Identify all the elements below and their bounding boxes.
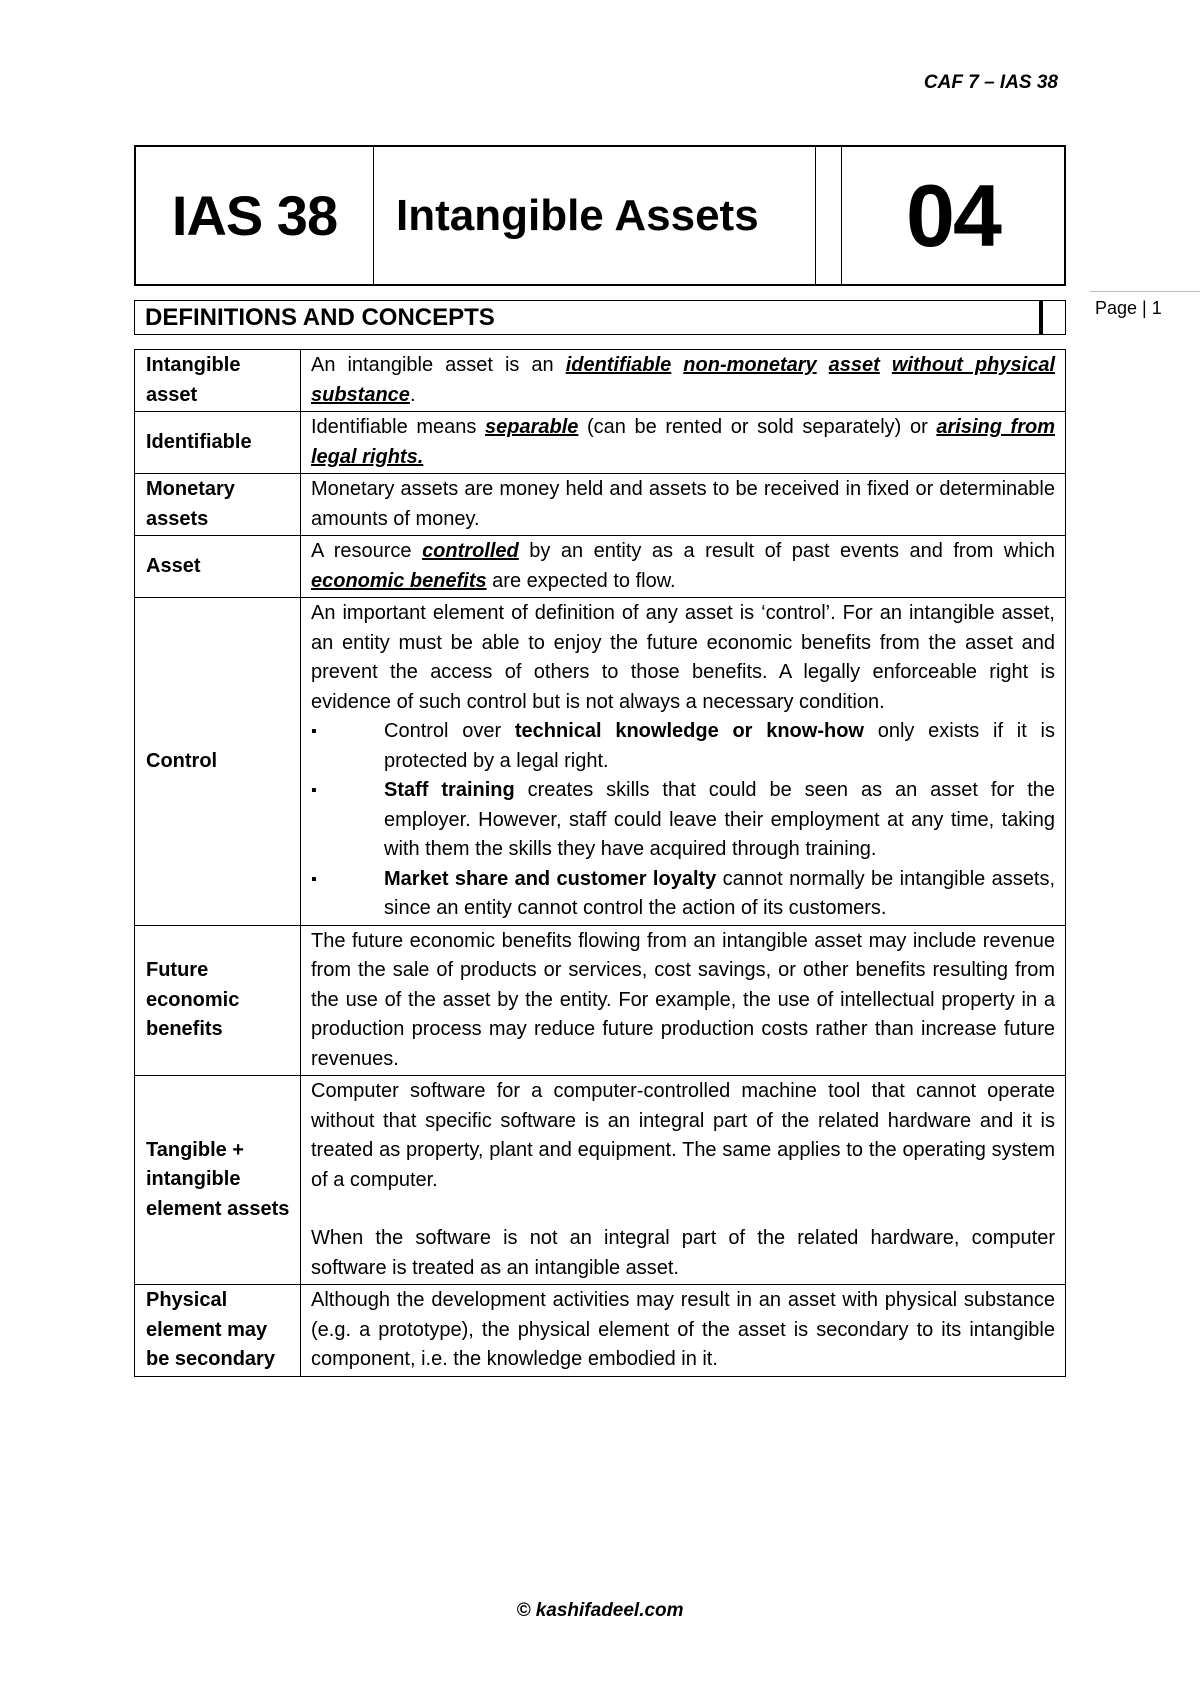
list-item: ▪ Market share and customer loyalty cannot normally be intangible assets, since an entity cannot control the action of its customers. bbox=[311, 865, 1055, 924]
paragraph-gap bbox=[311, 1195, 1055, 1224]
definitions-table bbox=[134, 349, 1066, 1377]
page-number: Page | 1 bbox=[1095, 298, 1162, 318]
table-row bbox=[135, 925, 1066, 1076]
term-asset: Asset bbox=[135, 536, 301, 598]
control-bullets bbox=[311, 717, 1055, 924]
definition-control bbox=[301, 598, 1066, 926]
term-monetary-assets: Monetary assets bbox=[135, 474, 301, 536]
definition-identifiable: Identifiable means separable (can be rented or sold separately) or arising from legal rights. bbox=[301, 412, 1066, 474]
definition-future-economic-benefits: The future economic benefits flowing from an intangible asset may include revenue from the sale of products or services, cost savings, or other benefits resulting from the use of the asset by the entity. For example, the use of intellectual property in a production process may reduce future production costs rather than increase future revenues. bbox=[301, 925, 1066, 1076]
table-row bbox=[135, 1285, 1066, 1377]
standard-code: IAS 38 bbox=[136, 147, 374, 284]
term-control: Control bbox=[135, 598, 301, 926]
term-tangible-intangible: Tangible + intangible element assets bbox=[135, 1076, 301, 1285]
page-rule bbox=[1090, 291, 1200, 292]
term-future-economic-benefits: Future economic benefits bbox=[135, 925, 301, 1076]
definition-monetary-assets: Monetary assets are money held and assets to be received in fixed or determinable amounts of money. bbox=[301, 474, 1066, 536]
table-row bbox=[135, 412, 1066, 474]
section-heading-end bbox=[1040, 300, 1066, 335]
footer-copyright: © kashifadeel.com bbox=[516, 1600, 684, 1621]
definition-intangible-asset: An intangible asset is an identifiable non-monetary asset without physical substance. bbox=[301, 350, 1066, 412]
table-row bbox=[135, 1076, 1066, 1285]
paragraph: When the software is not an integral part of the related hardware, computer software is treated as an intangible asset. bbox=[311, 1227, 1055, 1279]
definition-tangible-intangible bbox=[301, 1076, 1066, 1285]
title-divider bbox=[816, 147, 842, 284]
control-intro: An important element of definition of any asset is ‘control’. For an intangible asset, an entity must be able to enjoy the future economic benefits from the asset and prevent the access of others to those benefits. A legally enforceable right is evidence of such control but is not always a necessary condition. bbox=[311, 602, 1055, 713]
term-physical-element: Physical element may be secondary bbox=[135, 1285, 301, 1377]
section-heading: DEFINITIONS AND CONCEPTS bbox=[134, 300, 1040, 335]
table-row bbox=[135, 474, 1066, 536]
chapter-number: 04 bbox=[906, 165, 1000, 265]
title-block bbox=[134, 145, 1066, 286]
list-item: ▪ Control over technical knowledge or know-how only exists if it is protected by a legal right. bbox=[311, 717, 1055, 776]
definition-physical-element: Although the development activities may result in an asset with physical substance (e.g. a prototype), the physical element of the asset is secondary to its intangible component, i.e. the knowledge embodied in it. bbox=[301, 1285, 1066, 1377]
list-item: ▪ Staff training creates skills that could be seen as an asset for the employer. However, staff could leave their employment at any time, taking with them the skills they have acquired through training. bbox=[311, 776, 1055, 865]
paragraph: Computer software for a computer-controlled machine tool that cannot operate without that specific software is an integral part of the related hardware and it is treated as property, plant and equipment. The same applies to the operating system of a computer. bbox=[311, 1080, 1055, 1191]
definition-asset: A resource controlled by an entity as a result of past events and from which economic benefits are expected to flow. bbox=[301, 536, 1066, 598]
running-head: CAF 7 – IAS 38 bbox=[923, 72, 1058, 93]
term-intangible-asset: Intangible asset bbox=[135, 350, 301, 412]
table-row bbox=[135, 536, 1066, 598]
standard-title: Intangible Assets bbox=[374, 147, 816, 284]
term-identifiable: Identifiable bbox=[135, 412, 301, 474]
table-row bbox=[135, 598, 1066, 926]
table-row bbox=[135, 350, 1066, 412]
